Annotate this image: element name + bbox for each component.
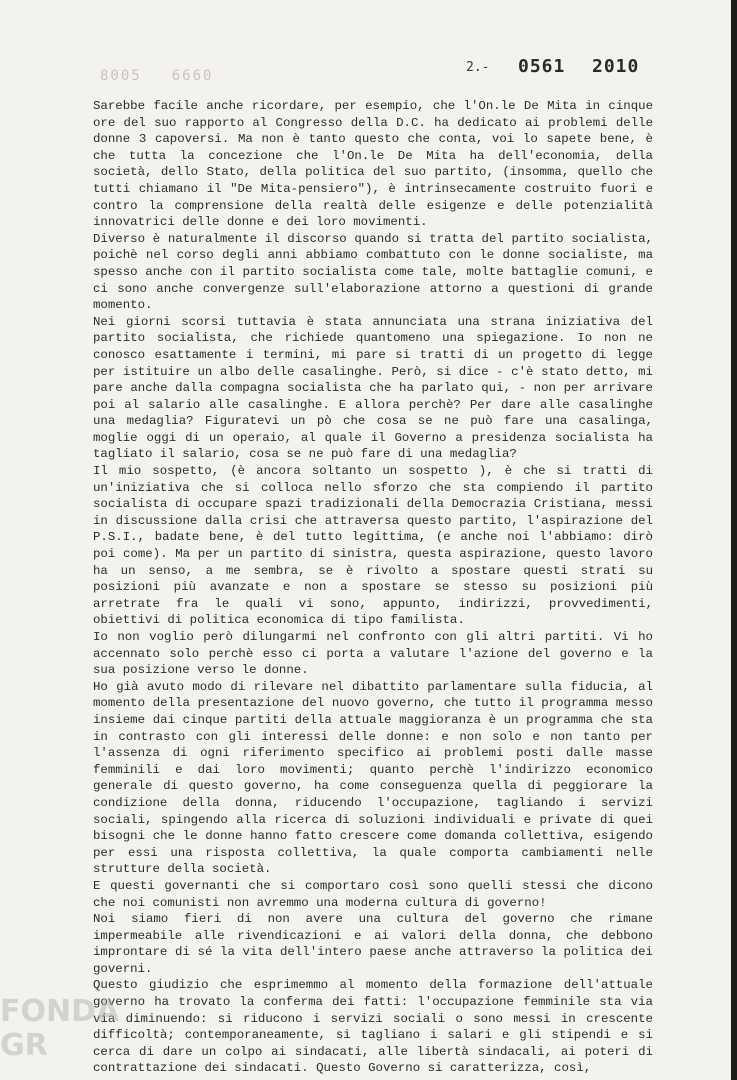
- archive-stamp-left: 0561: [518, 56, 566, 77]
- paragraph: Sarebbe facile anche ricordare, per esempio, che l'On.le De Mita in cinque ore del suo rapporto al Congresso della D.C. ha dedicato ai problemi delle donne 3 capoversi. Ma non è tanto questo che conta, voi lo sapete bene, è che tutta la concezione che l'On.le De Mita ha dell'economia, della società, dello Stato, della politica del suo partito, (insomma, quello che tutti chiamano il "De Mita-pensiero"), è intrinsecamente costruito fuori e contro la comprensione della realtà delle esigenze e delle potenzialità innovatrici delle donne e dei loro movimenti.: [93, 99, 653, 230]
- paragraph: Noi siamo fieri di non avere una cultura del governo che rimane impermeabile alle rivendicazioni e ai valori della donna, che debbono improntare di sé la vita dell'intero paese anche attraverso la politica dei governi.: [93, 912, 653, 976]
- watermark-line-1: FONDA: [0, 994, 120, 1029]
- document-body: [93, 98, 653, 1077]
- faded-archive-stamp: [100, 68, 243, 84]
- archive-stamp-right: 2010: [592, 56, 640, 77]
- foundation-watermark: [0, 995, 119, 1063]
- paragraph: E questi governanti che si comportaro così sono quelli stessi che dicono che noi comunisti non avremmo una moderna cultura di governo!: [93, 878, 653, 910]
- page-number: 2.-: [466, 60, 490, 75]
- watermark-line-2: GR: [0, 1028, 48, 1063]
- paragraph: Il mio sospetto, (è ancora soltanto un sospetto ), è che si tratti di un'iniziativa che si colloca nello sforzo che sta compiendo il partito socialista di occupare spazi tradizionali della Democrazia Cristiana, messi in discussione dalla crisi che attraversa questo partito, l'aspirazione del P.S.I., badate bene, è del tutto legittima, (e anche noi l'abbiamo: dirò poi come). Ma per un partito di sinistra, questa aspirazione, questo lavoro ha un senso, a me sembra, se è rivolto a spostare questi strati su posizioni più avanzate e non a spostare se stesso su posizioni più arretrate fra le quali vi sono, appunto, indirizzi, provvedimenti, obiettivi di politica economica di tipo familista.: [93, 464, 653, 628]
- paragraph: Ho già avuto modo di rilevare nel dibattito parlamentare sulla fiducia, al momento della presentazione del nuovo governo, che tutto il programma messo insieme dai cinque partiti della attuale maggioranza è un programma che sta in contrasto con gli interessi delle donne: e non solo e non tanto per l'assenza di ogni riferimento specifico ai problemi posti dalle masse femminili e dai loro movimenti; quanto perchè l'indirizzo economico generale di questo governo, ha come conseguenza quella di peggiorare la condizione della donna, riducendo l'occupazione, tagliando i servizi sociali, spingendo alla ricerca di soluzioni individuali e private di quei bisogni che le donne hanno fatto crescere come domanda collettiva, esigendo per essi una risposta collettiva, la quale comporta cambiamenti nelle strutture della società.: [93, 679, 653, 877]
- paragraph: Nei giorni scorsi tuttavia è stata annunciata una strana iniziativa del partito socialista, che richiede quantomeno una spiegazione. Io non ne conosco esattamente i termini, mi pare si tratti di un progetto di legge per istituire un albo delle casalinghe. Però, si dice - c'è stato detto, mi pare anche dalla compagna socialista che ha parlato qui, - non per arrivare poi al salario alle casalinghe. E allora perchè? Per dare alle casalinghe una medaglia? Figuratevi un pò che cosa se ne può fare una casalinga, moglie oggi di un operaio, al quale il Governo a presidenza socialista ha tagliato il salario, cosa se ne può fare di una medaglia?: [93, 314, 653, 462]
- faded-stamp-left: 8005: [100, 68, 142, 84]
- faded-stamp-right: 6660: [171, 68, 214, 84]
- paragraph: Io non voglio però dilungarmi nel confronto con gli altri partiti. Vi ho accennato solo perchè esso ci porta a valutare l'azione del governo e la sua posizione verso le donne.: [93, 630, 653, 678]
- paragraph: Questo giudizio che esprimemmo al momento della formazione dell'attuale governo ha trovato la conferma dei fatti: l'occupazione femminile sta via via diminuendo: si riducono i servizi sociali o sono messi in crescente difficoltà; contemporaneamente, si tagliano i salari e gli stipendi e si cerca di dare un colpo ai sindacati, alle libertà sindacali, ai poteri di contrattazione dei sindacati. Questo Governo si caratterizza, così,: [93, 978, 653, 1076]
- paragraph: Diverso è naturalmente il discorso quando si tratta del partito socialista, poichè nel corso degli anni abbiamo combattuto con le donne socialiste, ma spesso anche con il partito socialista come tale, molte battaglie comuni, e ci sono anche convergenze sull'elaborazione attorno a questioni di grande momento.: [93, 231, 653, 313]
